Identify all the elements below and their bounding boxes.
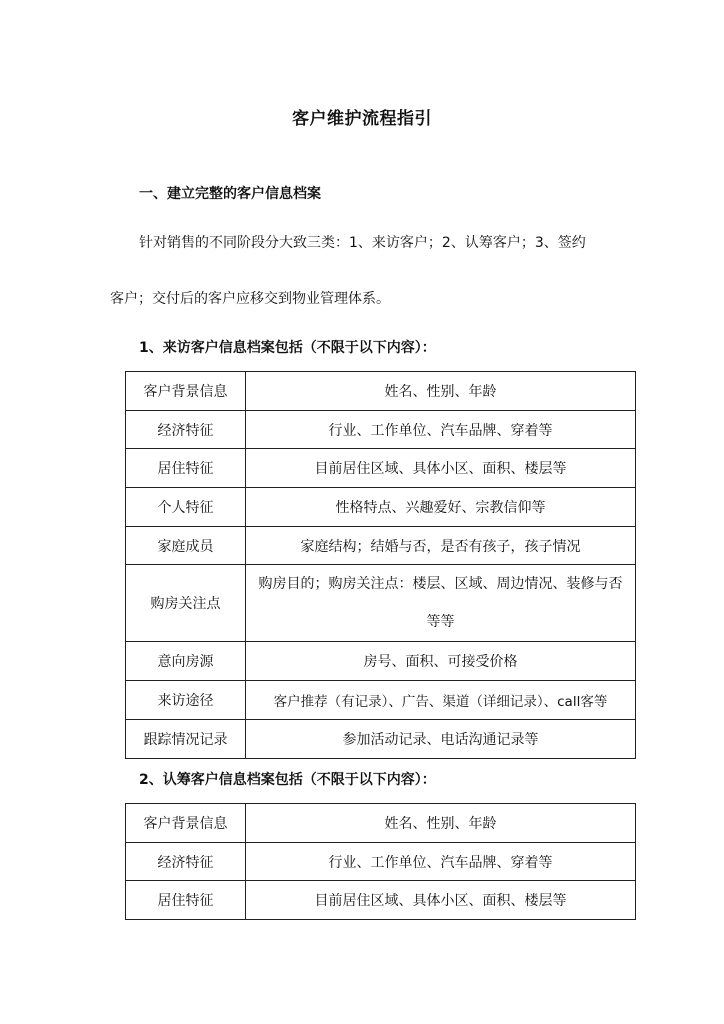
table-row (126, 719, 636, 758)
document-title: 客户维护流程指引 (292, 109, 432, 129)
subheading-reservation-profile: 2、认筹客户信息档案包括（不限于以下内容）： (139, 772, 436, 788)
section-heading-1: 一、建立完整的客户信息档案 (139, 186, 321, 202)
table-row (126, 410, 636, 449)
table-cell-value: 姓名、性别、年龄 (246, 372, 636, 411)
table-cell-value: 姓名、性别、年龄 (246, 804, 636, 843)
table-cell-key: 跟踪情况记录 (126, 719, 246, 758)
table-cell-key: 家庭成员 (126, 526, 246, 565)
paragraph-line-2: 客户；交付后的客户应移交到物业管理体系。 (110, 291, 390, 307)
table-cell-key: 个人特征 (126, 488, 246, 527)
table-cell-key: 客户背景信息 (126, 372, 246, 411)
table-cell-key: 经济特征 (126, 842, 246, 881)
table-cell-key: 经济特征 (126, 410, 246, 449)
table-row (126, 642, 636, 681)
table-cell-key: 来访途径 (126, 681, 246, 720)
table-row (126, 488, 636, 527)
table-cell-key: 购房关注点 (126, 565, 246, 642)
visitor-profile-table (125, 371, 636, 759)
table-cell-value: 家庭结构；结婚与否，是否有孩子，孩子情况 (246, 526, 636, 565)
table-cell-value: 房号、面积、可接受价格 (246, 642, 636, 681)
table-cell-value: 行业、工作单位、汽车品牌、穿着等 (246, 410, 636, 449)
table-cell-value: 行业、工作单位、汽车品牌、穿着等 (246, 842, 636, 881)
table-cell-value: 目前居住区域、具体小区、面积、楼层等 (246, 881, 636, 920)
subheading-visitor-profile: 1、来访客户信息档案包括（不限于以下内容）： (139, 340, 436, 356)
table-cell-value: 目前居住区域、具体小区、面积、楼层等 (246, 449, 636, 488)
reservation-profile-table (125, 803, 636, 920)
table-cell-key: 居住特征 (126, 449, 246, 488)
table-row (126, 681, 636, 720)
table-cell-value: 购房目的；购房关注点：楼层、区域、周边情况、装修与否等等 (246, 565, 636, 642)
table-row (126, 449, 636, 488)
table-cell-key: 意向房源 (126, 642, 246, 681)
table-cell-value: 性格特点、兴趣爱好、宗教信仰等 (246, 488, 636, 527)
table-row (126, 372, 636, 411)
table-cell-key: 居住特征 (126, 881, 246, 920)
table-row (126, 804, 636, 843)
table-row (126, 881, 636, 920)
table-cell-value: 客户推荐（有记录）、广告、渠道（详细记录）、call客等 (246, 681, 636, 720)
table-row (126, 526, 636, 565)
paragraph-line-1: 针对销售的不同阶段分大致三类：1、来访客户；2、认筹客户；3、签约 (139, 235, 586, 251)
table-cell-key: 客户背景信息 (126, 804, 246, 843)
table-cell-value: 参加活动记录、电话沟通记录等 (246, 719, 636, 758)
table-row (126, 842, 636, 881)
table-row (126, 565, 636, 642)
